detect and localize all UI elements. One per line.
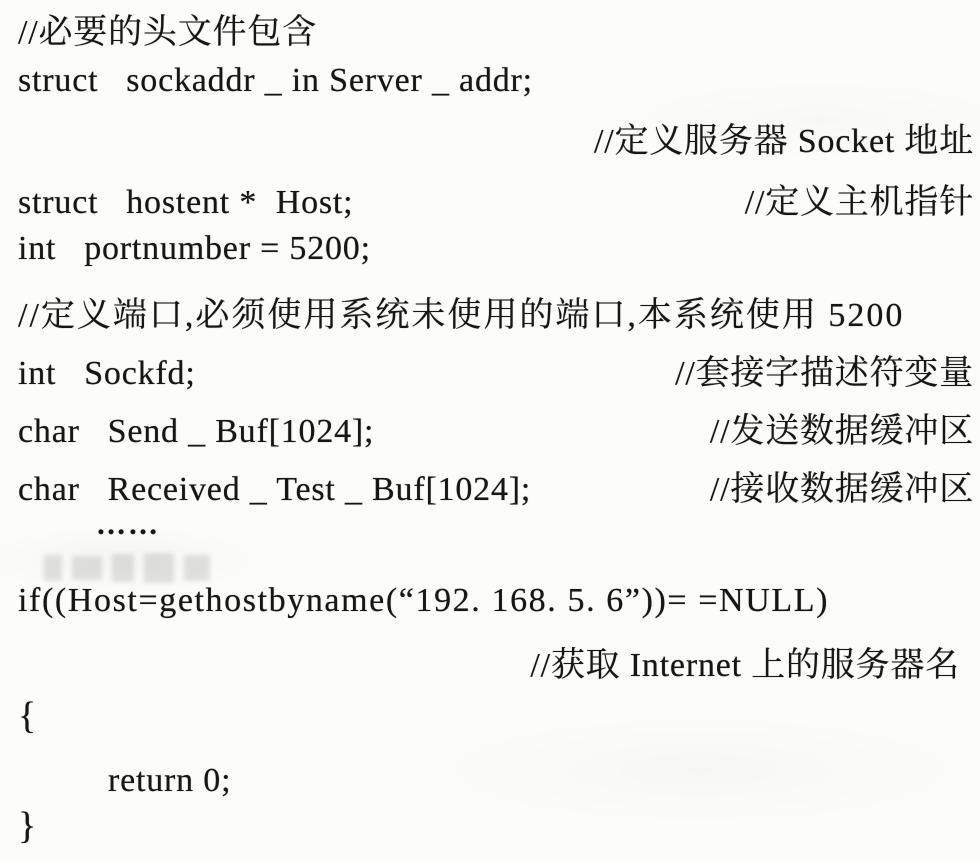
code-text: char Received _ Test _ Buf[1024]; xyxy=(18,471,532,508)
comment-text: //定义服务器 Socket 地址 xyxy=(593,123,974,160)
code-line xyxy=(18,345,974,391)
code-text: return 0; xyxy=(108,762,232,799)
code-line xyxy=(108,762,974,808)
code-line xyxy=(18,637,960,683)
code-text: } xyxy=(18,805,38,847)
code-line xyxy=(18,4,974,50)
code-text: if((Host=gethostbyname(“192. 168. 5. 6”))= =NULL) xyxy=(18,582,830,619)
code-text: struct hostent * Host; xyxy=(18,184,354,221)
open-brace-line xyxy=(18,694,974,740)
code-line xyxy=(18,403,974,449)
code-line xyxy=(18,582,974,628)
comment-text: //发送数据缓冲区 xyxy=(709,413,974,450)
code-text: { xyxy=(18,695,38,737)
code-text: //定义端口,必须使用系统未使用的端口,本系统使用 5200 xyxy=(18,297,905,334)
comment-text: //获取 Internet 上的服务器名 xyxy=(530,647,960,684)
code-line xyxy=(18,287,974,333)
code-text: int Sockfd; xyxy=(18,355,196,392)
code-text: int portnumber = 5200; xyxy=(18,230,371,267)
code-line xyxy=(18,113,974,159)
ellipsis: …… xyxy=(96,508,160,541)
code-text: //必要的头文件包含 xyxy=(18,14,317,51)
code-text: char Send _ Buf[1024]; xyxy=(18,413,375,450)
comment-text: //定义主机指针 xyxy=(744,184,974,221)
code-line xyxy=(18,461,974,507)
comment-text: //套接字描述符变量 xyxy=(675,355,974,392)
close-brace-line xyxy=(18,804,974,850)
ellipsis-line xyxy=(96,508,974,554)
code-line xyxy=(18,62,974,108)
code-line xyxy=(18,230,974,276)
comment-text: //接收数据缓冲区 xyxy=(709,471,974,508)
code-line xyxy=(18,174,974,220)
code-text: struct sockaddr _ in Server _ addr; xyxy=(18,62,533,99)
